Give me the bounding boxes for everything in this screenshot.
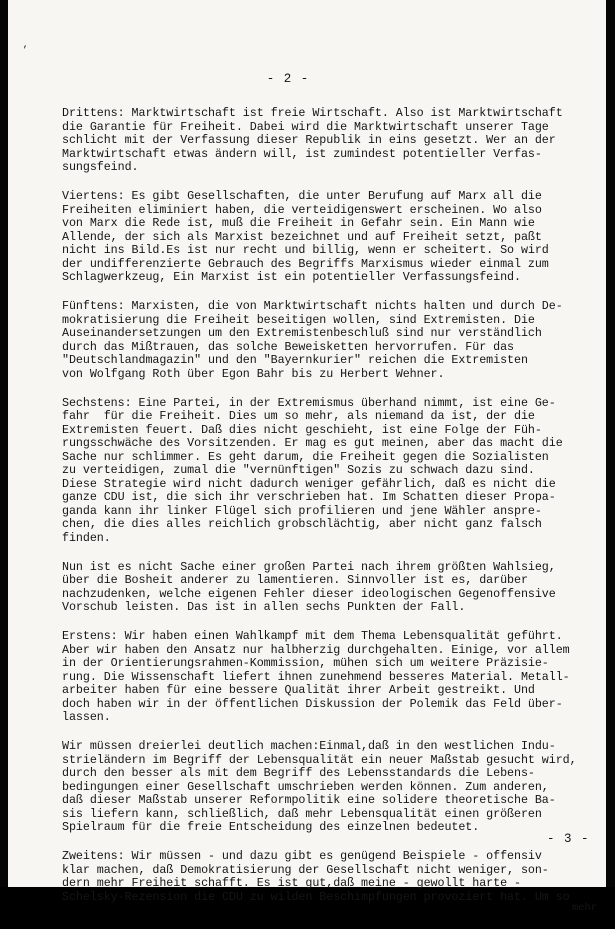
text-line: Erstens: Wir haben einen Wahlkampf mit dem Thema Lebensqualität geführt. [62,629,563,643]
paragraph [62,740,597,835]
text-line: von Wolfgang Roth über Egon Bahr bis zu Herbert Wehner. [62,366,445,381]
paragraph [62,107,597,175]
text-line: von Marx die Rede ist, muß die Freiheit in Gefahr sein. Ein Mann wie [62,216,535,230]
text-line: durch das Mißtrauen, das solche Beweisketten hervorrufen. Für das [62,339,514,354]
text-line: strieländern im Begriff der Lebensqualität ein neuer Maßstab gesucht wird, [62,752,577,767]
scan-edge-left [0,0,8,887]
text-line: sis liefern kann, schließlich, daß mehr Lebensqualität einen größeren [62,806,542,821]
text-line: bedingungen einer Gesellschaft umschrieben werden können. Zum anderen, [62,779,549,794]
text-line: Wir müssen dreierlei deutlich machen:Einmal,daß in den westlichen Indu- [62,739,556,753]
text-line: Vorschub leisten. Das ist in allen sechs Punkten der Fall. [62,600,466,614]
text-line: arbeiter haben für eine bessere Qualität ihrer Arbeit gestreikt. Und [62,683,535,697]
text-line: Sechstens: Eine Partei, in der Extremismus überhand nimmt, ist eine Ge- [62,395,556,410]
text-line: Freiheiten eliminiert haben, die verteidigenswert erscheinen. Wo also [62,202,542,217]
text-line: in der Orientierungsrahmen-Kommission, mühen sich um weitere Präzisie- [62,656,549,670]
text-line: Extremisten feuert. Daß dies nicht geschieht, ist eine Folge der Füh- [62,422,542,437]
document-page [8,0,606,914]
text-line: Aber wir haben den Ansatz nur halbherzig durchgehalten. Einige, vor allem [62,642,570,657]
paragraph [62,397,597,546]
text-line: Auseinandersetzungen um den Extremistenbeschluß sind nur verständlich [62,326,542,340]
text-line: rungsschwäche des Vorsitzenden. Er mag es gut meinen, aber das macht die [62,436,563,450]
text-line: Allende, der sich als Marxist bezeichnet und auf Freiheit setzt, paßt [62,229,542,244]
text-line: chen, die dies alles reichlich grobschlächtig, aber nicht ganz falsch [62,517,542,531]
text-line: "Deutschlandmagazin" und den "Bayernkurier" reichen die Extremisten [62,353,528,367]
text-line: lassen. [62,710,111,724]
page-number: - 2 - [266,72,310,86]
next-page-number: - 3 - [547,832,590,846]
text-line: Viertens: Es gibt Gesellschaften, die unter Berufung auf Marx all die [62,189,542,203]
text-line: die Garantie für Freiheit. Dabei wird die Marktwirtschaft unserer Tage [62,119,549,134]
text-line: klar machen, daß Demokratisierung der Gesellschaft nicht weniger, son- [62,862,549,877]
text-line: rung. Die Wissenschaft liefert ihnen zunehmend besseres Material. Metall- [62,669,570,684]
paragraph [62,630,597,725]
text-line: Diese Strategie wird nicht dadurch weniger gefährlich, daß es nicht die [62,476,556,491]
text-line: finden. [62,530,111,545]
trailing-word: mehr [572,902,597,914]
text-line: Sache nur schlimmer. Es geht darum, die Freiheit gegen die Sozialisten [62,449,549,464]
text-line: doch haben wir in der öffentlichen Diskussion der Polemik das Feld über- [62,696,563,711]
text-line: Nun ist es nicht Sache einer großen Partei nach ihrem größten Wahlsieg, [62,559,556,574]
body-text [62,107,597,929]
paragraph [62,850,597,913]
text-line: Spielraum für die freie Entscheidung des einzelnen bedeutet. [62,820,480,834]
text-line: daß dieser Maßstab unserer Reformpolitik eine solidere theoretische Ba- [62,793,556,807]
text-line: ganze CDU ist, die sich ihr verschrieben hat. Im Schatten dieser Propa- [62,490,556,504]
paragraph [62,561,597,615]
text-line: Drittens: Marktwirtschaft ist freie Wirtschaft. Also ist Marktwirtschaft [62,106,563,120]
corner-mark: ’ [22,46,29,57]
text-line: Schlagwerkzeug, Ein Marxist ist ein potentieller Verfassungsfeind. [62,270,521,284]
text-line: nicht ins Bild.Es ist nur recht und billig, wenn er scheitert. So wird [62,243,549,257]
text-line: Fünftens: Marxisten, die von Marktwirtschaft nichts halten und durch De- [62,299,563,313]
scan-edge-right [606,0,615,887]
text-line: durch den besser als mit dem Begriff des Lebensstandards die Lebens- [62,766,535,780]
paragraph [62,300,597,381]
text-line: der undifferenzierte Gebrauch des Begriffs Marxismus wieder einmal zum [62,256,549,271]
text-line: dern mehr Freiheit schafft. Es ist gut,daß meine - gewollt harte - [62,876,521,890]
text-line: sungsfeind. [62,160,139,174]
text-line: nachzudenken, welche eigenen Fehler dieser ideologischen Gegenoffensive [62,586,556,601]
text-line: ganda kann ihr linker Flügel sich profilieren und jene Wähler anspre- [62,503,542,518]
text-line: über die Bosheit anderer zu lamentieren. Sinnvoller ist es, darüber [62,573,528,587]
text-line: Zweitens: Wir müssen - und dazu gibt es genügend Beispiele - offensiv [62,849,542,863]
text-line: schlicht mit der Verfassung dieser Republik in eins gesetzt. Wer an der [62,133,556,147]
text-line: Marktwirtschaft etwas ändern will, ist zumindest potentieller Verfas- [62,146,542,161]
text-line: zu verteidigen, zumal die "vernünftigen" Sozis zu schwach dazu sind. [62,463,535,477]
paragraph [62,190,597,285]
text-line: mokratisierung die Freiheit beseitigen wollen, sind Extremisten. Die [62,312,535,327]
text-line: Schelsky-Rezension die CDU zu wilden Beschimpfungen provoziert hat. Um so [62,889,570,904]
text-line: fahr für die Freiheit. Dies um so mehr, als niemand da ist, der die [62,409,535,423]
